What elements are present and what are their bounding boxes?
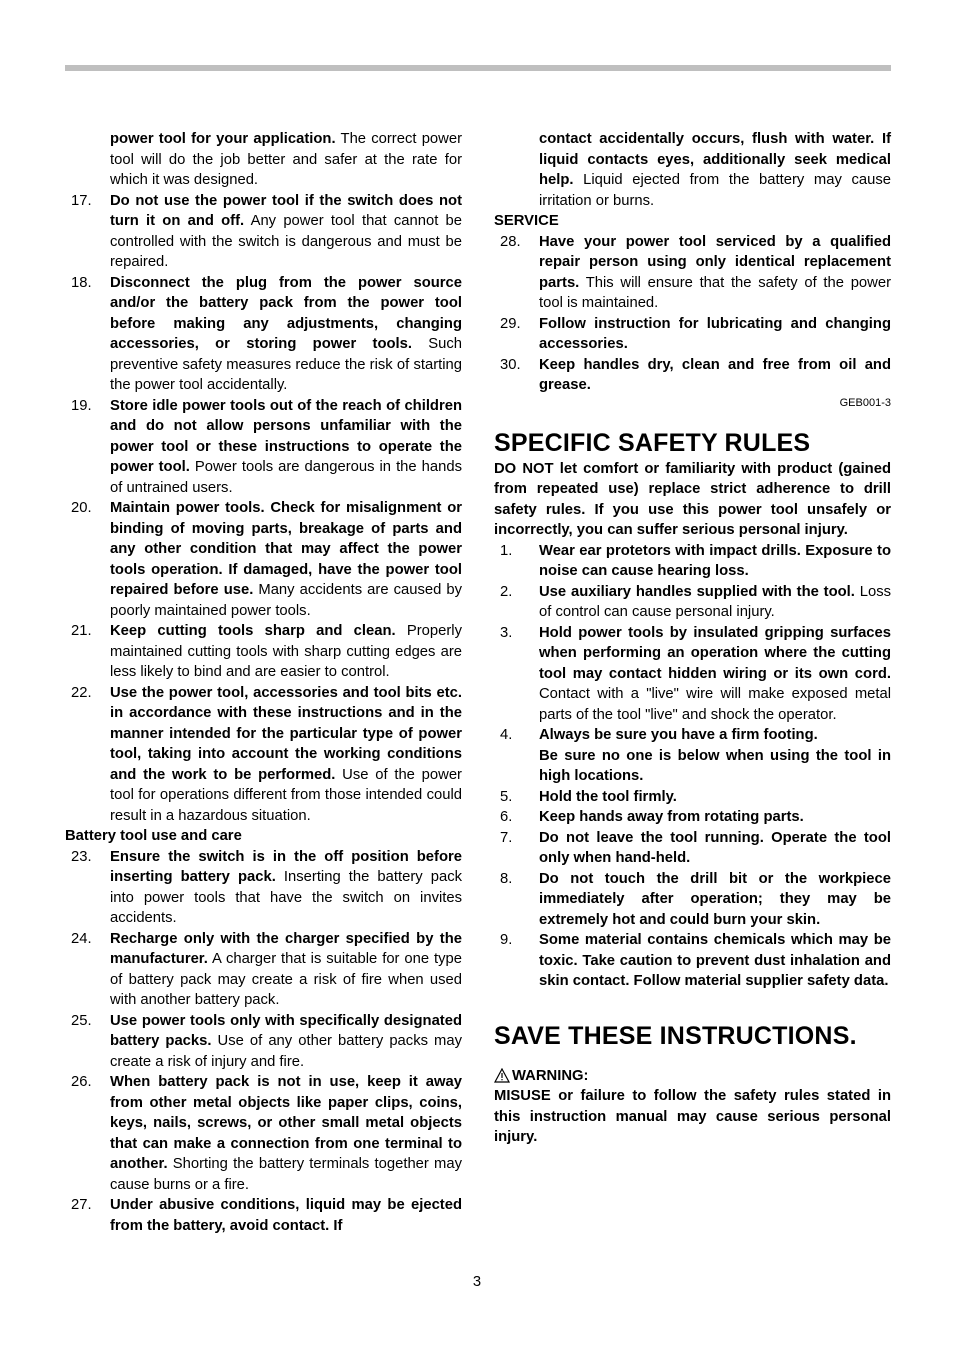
list-item-number: 21. <box>71 623 92 639</box>
list-item-bold-text: When battery pack is not in use, keep it away from other metal objects like paper clips, coins, keys, nails, screws, or other small metal objects that can make a connection from one terminal to another. <box>110 1074 462 1172</box>
list-item-bold-text: Recharge only with the charger specified by the manufacturer. <box>110 930 462 967</box>
list-item-bold-text: Hold power tools by insulated gripping surfaces when performing an operation where the cutting tool may contact hidden wiring or its own cord. <box>539 624 891 682</box>
list-item-continuation: contact accidentally occurs, flush with water. If liquid contacts eyes, additionally seek medical help. Liquid ejected from the battery may cause irritation or burns. <box>539 131 891 209</box>
right-column <box>494 129 891 1148</box>
list-item <box>65 1195 462 1236</box>
section-title-save-instructions: SAVE THESE INSTRUCTIONS. <box>494 1021 857 1050</box>
list-item <box>494 623 891 726</box>
list-item-number: 19. <box>71 397 92 414</box>
list-item <box>65 847 462 929</box>
list-item-bold-text: Keep cutting tools sharp and clean. <box>110 623 396 639</box>
list-item-number: 23. <box>71 848 92 865</box>
list-item-text: Many accidents are caused by poorly maintained power tools. <box>110 582 462 619</box>
list-item-number: 17. <box>71 192 92 209</box>
list-item <box>494 725 891 787</box>
list-item-text: Use of the power tool for operations different from those intended could result in a hazardous situation. <box>110 766 462 824</box>
list-item-text: Any power tool that cannot be controlled with the switch is dangerous and must be repaired. <box>110 213 462 270</box>
list-item <box>494 541 891 582</box>
list-item-text: Loss of control can cause personal injury. <box>539 583 891 620</box>
list-item-bold-text: Some material contains chemicals which may be toxic. Take caution to prevent dust inhalation and skin contact. Follow material supplier safety data. <box>539 932 891 989</box>
list-item-bold-text: Use power tools only with specifically designated battery packs. <box>110 1012 462 1049</box>
list-item-number: 3. <box>500 624 513 641</box>
warning-triangle-icon <box>494 1068 510 1083</box>
list-item <box>494 828 891 869</box>
list-item <box>65 1072 462 1195</box>
list-item <box>494 930 891 992</box>
list-item-text: A charger that is suitable for one type of battery pack may create a risk of fire when used with another battery pack. <box>110 951 462 1008</box>
list-item-text: Power tools are dangerous in the hands of untrained users. <box>110 459 462 496</box>
list-item-bold-text: Wear ear protetors with impact drills. Exposure to noise can cause hearing loss. <box>539 542 891 579</box>
list-item-number: 7. <box>500 829 513 846</box>
list-item <box>65 929 462 1011</box>
list-item-number: 26. <box>71 1074 92 1090</box>
list-item-number: 28. <box>500 233 521 250</box>
safety-list <box>65 191 462 827</box>
list-item-number: 4. <box>500 727 513 743</box>
list-item <box>494 582 891 623</box>
warning-heading <box>494 1066 891 1087</box>
list-item-bold-text: Use auxiliary handles supplied with the tool. <box>539 583 855 600</box>
list-item-number: 9. <box>500 932 513 948</box>
list-item-bold-text: Disconnect the plug from the power source and/or the battery pack from the power tool before making any adjustments, changing accessories, or storing power tools. <box>110 274 462 352</box>
list-item-number: 6. <box>500 809 513 825</box>
list-item-number: 24. <box>71 930 92 947</box>
battery-list <box>65 847 462 1237</box>
list-item <box>494 232 891 314</box>
list-item-continuation: power tool for your application. The correct power tool will do the job better and safer at the rate for which it was designed. <box>110 131 462 188</box>
list-item-bold-text: Do not leave the tool running. Operate the tool only when hand-held. <box>539 829 891 866</box>
list-item-bold-text: Be sure no one is below when using the tool in high locations. <box>539 747 891 784</box>
list-item-bold-text: Hold the tool firmly. <box>539 788 677 805</box>
warning-text: MISUSE or failure to follow the safety rules stated in this instruction manual may cause serious personal injury. <box>494 1088 891 1145</box>
list-item <box>494 314 891 355</box>
header-rule <box>65 65 891 71</box>
list-item-bold-text: Keep handles dry, clean and free from oil and grease. <box>539 356 891 393</box>
list-item-bold-text: Maintain power tools. Check for misalignment or binding of moving parts, breakage of parts and any other condition that may affect the power tools operation. If damaged, have the power tool repaired before use. <box>110 500 462 598</box>
list-item-bold-text: Keep hands away from rotating parts. <box>539 809 804 825</box>
list-item <box>494 807 891 828</box>
list-item <box>65 273 462 396</box>
list-item-bold-text: Ensure the switch is in the off position before inserting battery pack. <box>110 848 462 885</box>
list-item <box>494 869 891 931</box>
section-title-specific-safety: SPECIFIC SAFETY RULES <box>494 428 811 457</box>
section-heading-service: SERVICE <box>494 213 559 229</box>
specific-rules-intro: DO NOT let comfort or familiarity with product (gained from repeated use) replace strict adherence to drill safety rules. If you use this power tool unsafely or incorrectly, you can suffer serious personal injury. <box>494 460 891 538</box>
list-item <box>65 621 462 683</box>
list-item <box>65 1011 462 1073</box>
document-code: GEB001-3 <box>839 396 891 409</box>
list-item-text: Such preventive safety measures reduce the risk of starting the power tool accidentally. <box>110 336 462 393</box>
page-number: 3 <box>472 1274 482 1290</box>
list-item-bold-text: Use the power tool, accessories and tool bits etc. in accordance with these instructions and in the manner intended for the particular type of power tool, taking into account the working conditions and the work to be performed. <box>110 684 462 783</box>
list-item-number: 25. <box>71 1012 92 1029</box>
list-item-bold-text: Do not touch the drill bit or the workpiece immediately after operation; they may be extremely hot and could burn your skin. <box>539 870 891 928</box>
list-item-number: 20. <box>71 500 92 516</box>
list-item-number: 29. <box>500 315 521 332</box>
list-item-number: 1. <box>500 542 513 559</box>
list-item <box>494 787 891 808</box>
list-item <box>494 355 891 396</box>
list-item-text: Inserting the battery pack into power tools that have the switch on invites accidents. <box>110 869 462 926</box>
list-item-bold-text: Do not use the power tool if the switch does not turn it on and off. <box>110 192 462 229</box>
list-item-number: 22. <box>71 684 92 701</box>
list-item <box>65 396 462 499</box>
list-item-number: 5. <box>500 788 513 805</box>
list-item-text: Contact with a "live" wire will make exposed metal parts of the tool "live" and shock the operator. <box>539 686 891 723</box>
list-item <box>65 191 462 273</box>
list-item-text: This will ensure that the safety of the power tool is maintained. <box>539 274 891 311</box>
list-item-bold-text: Follow instruction for lubricating and changing accessories. <box>539 315 891 352</box>
list-item-text: Properly maintained cutting tools with sharp cutting edges are less likely to bind and are easier to control. <box>110 623 462 680</box>
list-item-bold-text: Always be sure you have a firm footing. <box>539 727 818 743</box>
list-item-bold-text: Store idle power tools out of the reach of children and do not allow persons unfamiliar with the power tool or these instructions to operate the power tool. <box>110 397 462 475</box>
list-item-number: 2. <box>500 583 513 600</box>
list-item-bold-text: Have your power tool serviced by a qualified repair person using only identical replacement parts. <box>539 233 891 291</box>
list-item-text: Shorting the battery terminals together may cause burns or a fire. <box>110 1156 462 1193</box>
section-heading-battery: Battery tool use and care <box>65 828 242 844</box>
specific-rules-list <box>494 541 891 992</box>
list-item-number: 8. <box>500 870 513 887</box>
list-item <box>65 683 462 827</box>
list-item-text: Use of any other battery packs may create a risk of injury and fire. <box>110 1033 463 1070</box>
warning-label: WARNING: <box>512 1067 589 1084</box>
list-item-bold-text: Under abusive conditions, liquid may be ejected from the battery, avoid contact. If <box>110 1197 462 1234</box>
service-list <box>494 232 891 396</box>
list-item <box>65 498 462 621</box>
list-item-number: 18. <box>71 274 92 291</box>
list-item-number: 27. <box>71 1197 92 1213</box>
list-item-number: 30. <box>500 356 521 373</box>
left-column <box>65 129 462 1236</box>
